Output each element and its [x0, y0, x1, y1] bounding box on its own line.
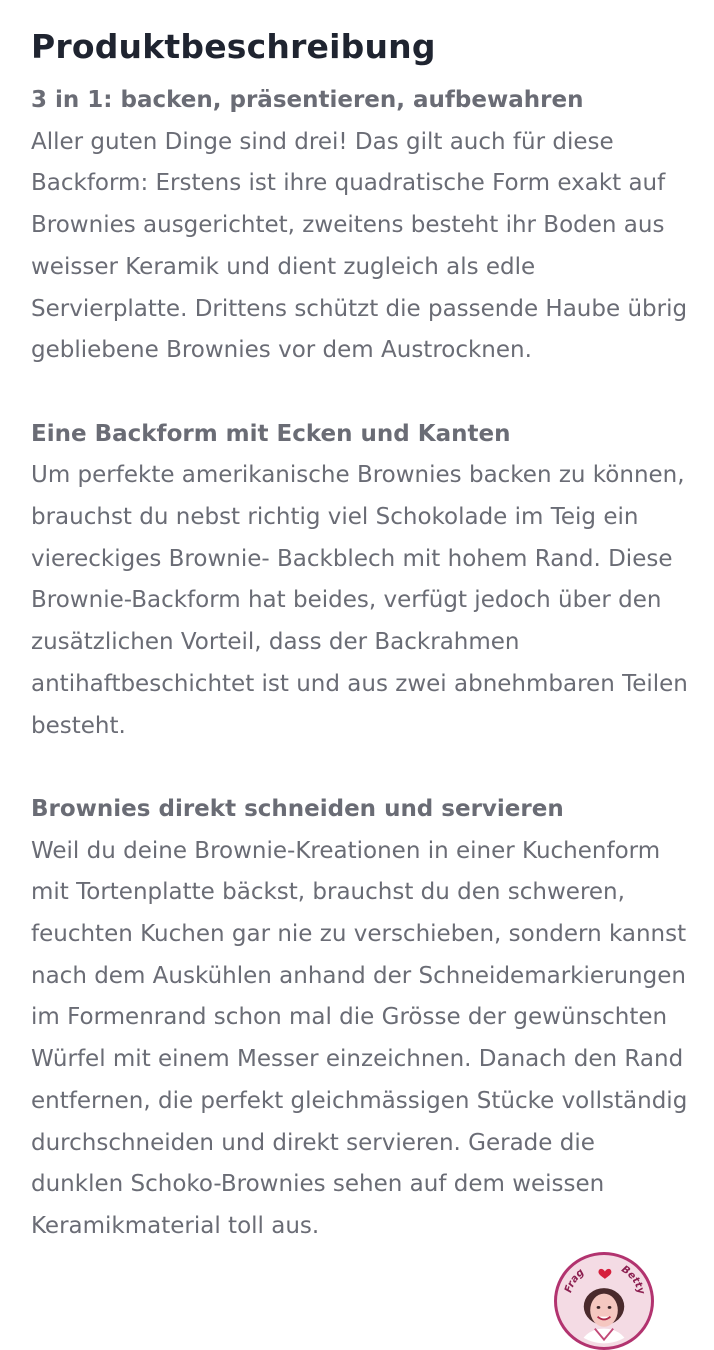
- section-heading: 3 in 1: backen, präsentieren, aufbewahren: [31, 87, 584, 113]
- badge-label-left: Frag: [563, 1266, 587, 1295]
- svg-text:Betty: [619, 1264, 646, 1296]
- section-heading: Brownies direkt schneiden und servieren: [31, 795, 564, 822]
- section-body: Aller guten Dinge sind drei! Das gilt auch für diese Backform: Erstens ist ihre quadratische Form exakt auf Brownies ausgerichtet, zweitens besteht ihr Boden aus weisser Keramik und dient zugleich als edle Servierplatte. Drittens schützt die passende Haube übrig gebliebene Brownies vor dem Austrocknen.: [31, 128, 688, 364]
- frag-betty-badge: [557, 1255, 651, 1347]
- product-description: [31, 22, 691, 1248]
- betty-portrait: [578, 1288, 630, 1347]
- section-body: Weil du deine Brownie-Kreationen in einer Kuchenform mit Tortenplatte bäckst, brauchst du den schweren, feuchten Kuchen gar nie zu verschieben, sondern kannst nach dem Auskühlen anhand der Schneidemarkierungen im Formenrand schon mal die Grösse der gewünschten Würfel mit einem Messer einzeichnen. Danach den Rand entfernen, die perfekt gleichmässigen Stücke vollständig durchschneiden und direkt servieren. Gerade die dunklen Schoko-Brownies sehen auf dem weissen Keramikmaterial toll aus.: [31, 837, 688, 1239]
- heart-icon: [598, 1269, 611, 1279]
- section-body: Um perfekte amerikanische Brownies backen zu können, brauchst du nebst richtig viel Schokolade im Teig ein viereckiges Brownie- Backblech mit hohem Rand. Diese Brownie-Backform hat beides, verfügt jedoch über den zusätzlichen Vorteil, dass der Backrahmen antihaftbeschichtet ist und aus zwei abnehmbaren Teilen besteht.: [31, 462, 688, 739]
- description-section-1: [31, 80, 691, 372]
- section-heading: Eine Backform mit Ecken und Kanten: [31, 420, 511, 447]
- badge-label-right: Betty: [619, 1263, 647, 1296]
- svg-text:Frag: [563, 1267, 586, 1294]
- page-title: Produktbeschreibung: [31, 27, 436, 66]
- description-section-3: [31, 789, 691, 1248]
- description-section-2: [31, 414, 691, 748]
- frag-betty-chat-button[interactable]: [554, 1252, 654, 1350]
